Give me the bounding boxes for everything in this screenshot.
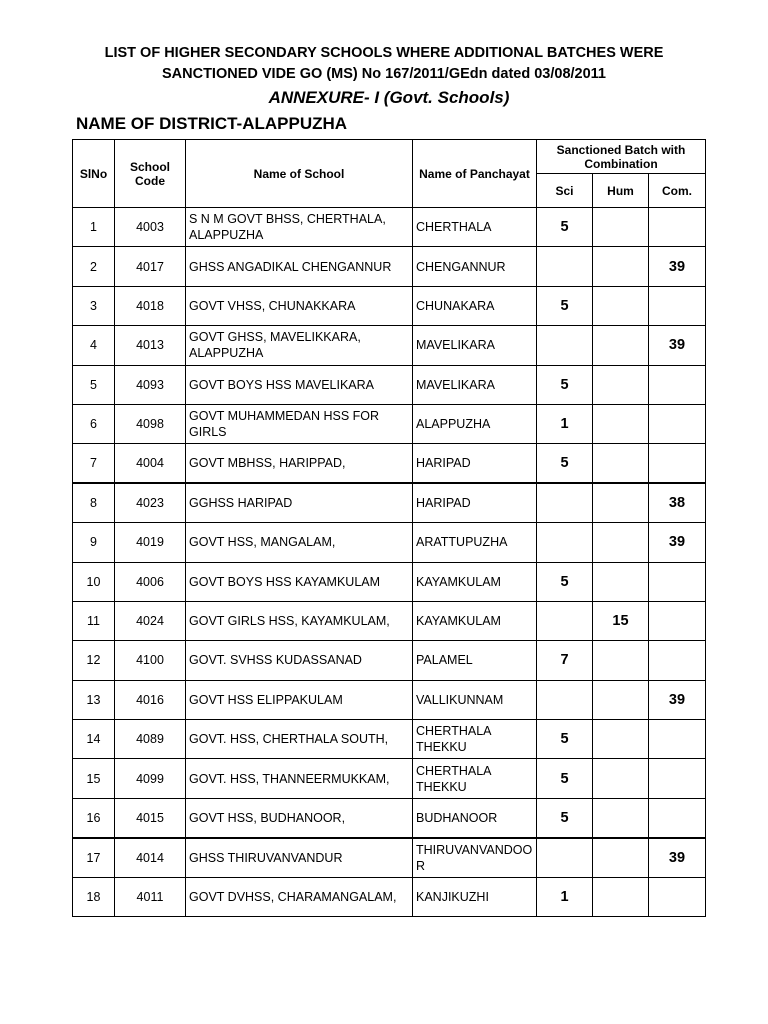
- cell-hum: [593, 208, 649, 247]
- cell-com: [649, 641, 706, 680]
- cell-school-name: GOVT BOYS HSS KAYAMKULAM: [186, 562, 413, 601]
- document-title-line-1: LIST OF HIGHER SECONDARY SCHOOLS WHERE ADDITIONAL BATCHES WERE: [104, 45, 664, 61]
- cell-school-name: GOVT MUHAMMEDAN HSS FOR GIRLS: [186, 404, 413, 443]
- cell-hum: [593, 404, 649, 443]
- cell-school-code: 4019: [115, 523, 186, 562]
- cell-hum: [593, 641, 649, 680]
- cell-hum: [593, 326, 649, 365]
- table-row: [73, 404, 706, 443]
- cell-slno: 11: [73, 601, 115, 640]
- cell-sci: [537, 247, 593, 286]
- cell-panchayat: CHERTHALA: [413, 208, 537, 247]
- cell-panchayat: PALAMEL: [413, 641, 537, 680]
- cell-com: [649, 404, 706, 443]
- cell-com: 39: [649, 247, 706, 286]
- cell-sci: [537, 523, 593, 562]
- cell-school-name: GOVT MBHSS, HARIPPAD,: [186, 444, 413, 483]
- cell-school-code: 4014: [115, 838, 186, 877]
- cell-panchayat: CHUNAKARA: [413, 286, 537, 325]
- table-row: [73, 483, 706, 522]
- cell-hum: [593, 838, 649, 877]
- cell-slno: 1: [73, 208, 115, 247]
- cell-school-name: GOVT HSS ELIPPAKULAM: [186, 680, 413, 719]
- cell-slno: 5: [73, 365, 115, 404]
- column-header-panchayat: Name of Panchayat: [413, 140, 537, 208]
- cell-school-name: GOVT DVHSS, CHARAMANGALAM,: [186, 877, 413, 916]
- column-header-com: Com.: [649, 174, 706, 208]
- cell-hum: [593, 759, 649, 798]
- cell-slno: 15: [73, 759, 115, 798]
- cell-slno: 13: [73, 680, 115, 719]
- cell-school-code: 4018: [115, 286, 186, 325]
- cell-sci: 5: [537, 720, 593, 759]
- table-body: [73, 208, 706, 917]
- table-row: [73, 641, 706, 680]
- cell-com: [649, 720, 706, 759]
- cell-school-name: GOVT BOYS HSS MAVELIKARA: [186, 365, 413, 404]
- table-row: [73, 444, 706, 483]
- cell-school-code: 4093: [115, 365, 186, 404]
- cell-panchayat: ARATTUPUZHA: [413, 523, 537, 562]
- column-header-slno: SlNo: [73, 140, 115, 208]
- cell-slno: 17: [73, 838, 115, 877]
- cell-com: 38: [649, 483, 706, 522]
- cell-com: [649, 877, 706, 916]
- cell-hum: [593, 877, 649, 916]
- cell-sci: 5: [537, 759, 593, 798]
- cell-school-name: GOVT HSS, MANGALAM,: [186, 523, 413, 562]
- cell-hum: [593, 680, 649, 719]
- cell-com: [649, 208, 706, 247]
- cell-com: [649, 601, 706, 640]
- cell-hum: [593, 562, 649, 601]
- table-row: [73, 680, 706, 719]
- cell-com: 39: [649, 680, 706, 719]
- cell-sci: 7: [537, 641, 593, 680]
- cell-com: [649, 759, 706, 798]
- cell-sci: 5: [537, 444, 593, 483]
- cell-com: [649, 444, 706, 483]
- table-row: [73, 601, 706, 640]
- cell-school-name: GOVT VHSS, CHUNAKKARA: [186, 286, 413, 325]
- cell-school-code: 4004: [115, 444, 186, 483]
- table-row: [73, 798, 706, 837]
- cell-com: [649, 562, 706, 601]
- column-header-sci: Sci: [537, 174, 593, 208]
- cell-school-code: 4013: [115, 326, 186, 365]
- cell-school-code: 4003: [115, 208, 186, 247]
- cell-school-code: 4015: [115, 798, 186, 837]
- cell-school-name: GOVT GHSS, MAVELIKKARA, ALAPPUZHA: [186, 326, 413, 365]
- cell-slno: 12: [73, 641, 115, 680]
- cell-school-name: GOVT. HSS, THANNEERMUKKAM,: [186, 759, 413, 798]
- cell-slno: 8: [73, 483, 115, 522]
- cell-hum: [593, 286, 649, 325]
- table-row: [73, 759, 706, 798]
- cell-sci: 5: [537, 365, 593, 404]
- cell-hum: [593, 444, 649, 483]
- cell-panchayat: MAVELIKARA: [413, 326, 537, 365]
- cell-panchayat: KAYAMKULAM: [413, 601, 537, 640]
- cell-panchayat: KANJIKUZHI: [413, 877, 537, 916]
- cell-hum: [593, 365, 649, 404]
- cell-hum: [593, 523, 649, 562]
- cell-hum: [593, 720, 649, 759]
- cell-panchayat: HARIPAD: [413, 483, 537, 522]
- column-header-school-code: School Code: [115, 140, 186, 208]
- cell-com: 39: [649, 326, 706, 365]
- cell-sci: 5: [537, 286, 593, 325]
- cell-school-code: 4016: [115, 680, 186, 719]
- cell-panchayat: MAVELIKARA: [413, 365, 537, 404]
- cell-school-code: 4006: [115, 562, 186, 601]
- cell-school-name: GOVT. HSS, CHERTHALA SOUTH,: [186, 720, 413, 759]
- cell-panchayat: CHENGANNUR: [413, 247, 537, 286]
- cell-panchayat: VALLIKUNNAM: [413, 680, 537, 719]
- cell-panchayat: ALAPPUZHA: [413, 404, 537, 443]
- cell-com: [649, 286, 706, 325]
- cell-slno: 18: [73, 877, 115, 916]
- cell-slno: 9: [73, 523, 115, 562]
- cell-school-name: GHSS THIRUVANVANDUR: [186, 838, 413, 877]
- cell-school-name: GOVT HSS, BUDHANOOR,: [186, 798, 413, 837]
- district-heading: NAME OF DISTRICT-ALAPPUZHA: [76, 114, 348, 133]
- cell-com: 39: [649, 838, 706, 877]
- table-row: [73, 720, 706, 759]
- cell-sci: 5: [537, 798, 593, 837]
- cell-slno: 3: [73, 286, 115, 325]
- cell-sci: 5: [537, 562, 593, 601]
- cell-school-code: 4023: [115, 483, 186, 522]
- table-row: [73, 247, 706, 286]
- cell-school-name: S N M GOVT BHSS, CHERTHALA, ALAPPUZHA: [186, 208, 413, 247]
- cell-sci: 5: [537, 208, 593, 247]
- annexure-heading: ANNEXURE- I (Govt. Schools): [268, 88, 510, 107]
- table-row: [73, 365, 706, 404]
- table-row: [73, 286, 706, 325]
- cell-slno: 14: [73, 720, 115, 759]
- cell-school-code: 4017: [115, 247, 186, 286]
- cell-school-name: GHSS ANGADIKAL CHENGANNUR: [186, 247, 413, 286]
- cell-panchayat: KAYAMKULAM: [413, 562, 537, 601]
- cell-panchayat: CHERTHALA THEKKU: [413, 759, 537, 798]
- cell-sci: 1: [537, 877, 593, 916]
- cell-com: [649, 365, 706, 404]
- cell-panchayat: THIRUVANVANDOO R: [413, 838, 537, 877]
- table-row: [73, 523, 706, 562]
- cell-school-code: 4099: [115, 759, 186, 798]
- cell-school-name: GOVT. SVHSS KUDASSANAD: [186, 641, 413, 680]
- cell-hum: [593, 247, 649, 286]
- cell-school-code: 4100: [115, 641, 186, 680]
- cell-hum: 15: [593, 601, 649, 640]
- table-row: [73, 326, 706, 365]
- column-header-sanctioned-batch: Sanctioned Batch with Combination: [537, 140, 706, 174]
- cell-slno: 16: [73, 798, 115, 837]
- cell-school-code: 4098: [115, 404, 186, 443]
- table-row: [73, 877, 706, 916]
- column-header-school-name: Name of School: [186, 140, 413, 208]
- cell-slno: 6: [73, 404, 115, 443]
- table-row: [73, 838, 706, 877]
- cell-sci: [537, 601, 593, 640]
- cell-com: 39: [649, 523, 706, 562]
- schools-table: [72, 139, 706, 917]
- cell-slno: 7: [73, 444, 115, 483]
- cell-panchayat: CHERTHALA THEKKU: [413, 720, 537, 759]
- cell-sci: [537, 326, 593, 365]
- cell-slno: 2: [73, 247, 115, 286]
- cell-school-name: GOVT GIRLS HSS, KAYAMKULAM,: [186, 601, 413, 640]
- table-row: [73, 562, 706, 601]
- cell-com: [649, 798, 706, 837]
- cell-panchayat: HARIPAD: [413, 444, 537, 483]
- cell-sci: [537, 483, 593, 522]
- cell-school-code: 4011: [115, 877, 186, 916]
- cell-school-code: 4089: [115, 720, 186, 759]
- cell-hum: [593, 798, 649, 837]
- cell-panchayat: BUDHANOOR: [413, 798, 537, 837]
- cell-school-code: 4024: [115, 601, 186, 640]
- cell-sci: [537, 838, 593, 877]
- cell-sci: 1: [537, 404, 593, 443]
- column-header-hum: Hum: [593, 174, 649, 208]
- cell-slno: 10: [73, 562, 115, 601]
- cell-hum: [593, 483, 649, 522]
- table-row: [73, 208, 706, 247]
- cell-slno: 4: [73, 326, 115, 365]
- cell-sci: [537, 680, 593, 719]
- cell-school-name: GGHSS HARIPAD: [186, 483, 413, 522]
- document-title-line-2: SANCTIONED VIDE GO (MS) No 167/2011/GEdn dated 03/08/2011: [161, 66, 606, 82]
